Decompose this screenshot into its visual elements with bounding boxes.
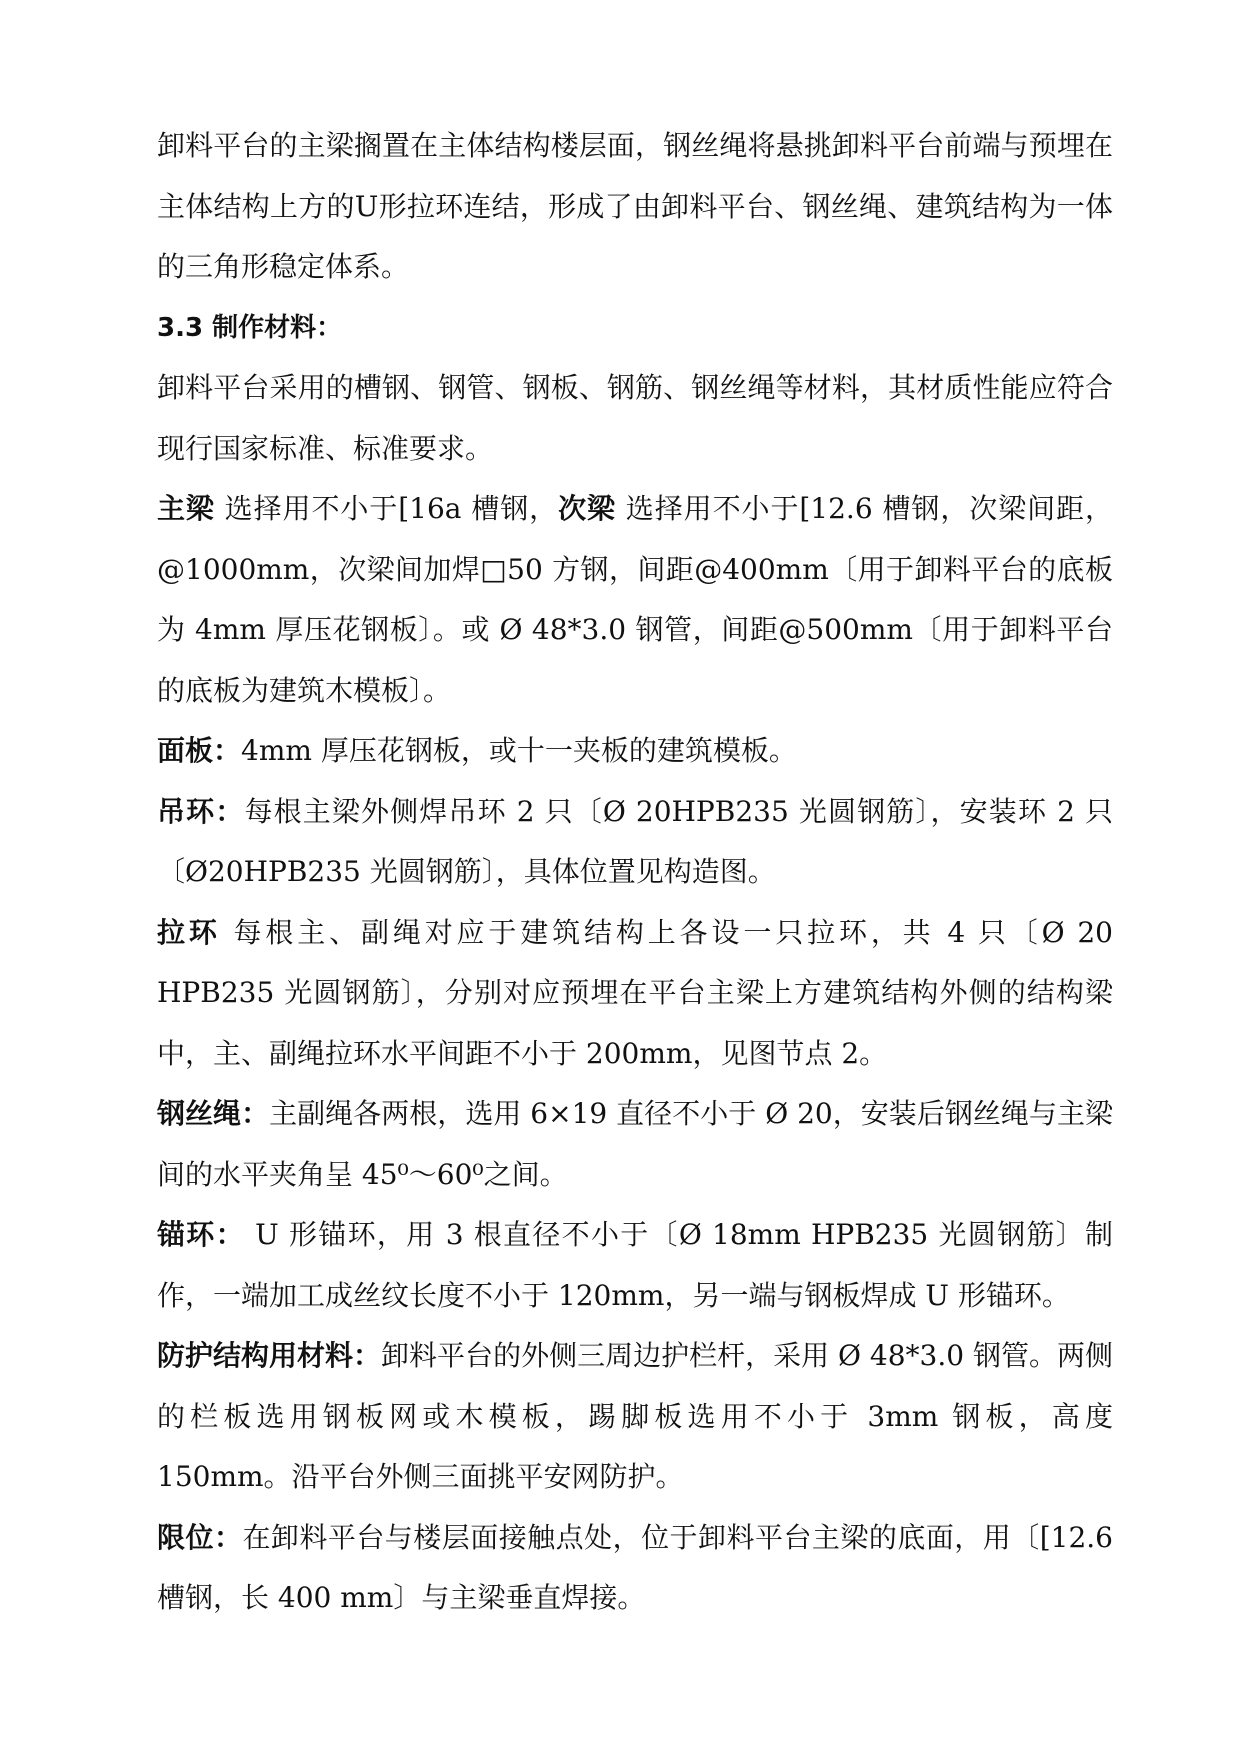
paragraph-text: 每根主、副绳对应于建筑结构上各设一只拉环，共 4 只〔Ø 20 HPB235 光圆钢筋〕，分别对应预埋在平台主梁上方建筑结构外侧的结构梁中，主、副绳拉环水平间距不小于 200mm，见图节点 2。 <box>157 915 1113 1070</box>
paragraph-wire-rope <box>157 1084 1113 1205</box>
term-protection-materials: 防护结构用材料： <box>157 1339 382 1372</box>
section-heading-text: 3.3 制作材料： <box>157 312 343 343</box>
paragraph-main-beam <box>157 479 1113 721</box>
paragraph-text: U 形锚环，用 3 根直径不小于〔Ø 18mm HPB235 光圆钢筋〕制作，一端加工成丝纹长度不小于 120mm，另一端与钢板焊成 U 形锚环。 <box>157 1218 1113 1312</box>
paragraph-text: 卸料平台采用的槽钢、钢管、钢板、钢筋、钢丝绳等材料，其材质性能应符合现行国家标准、标准要求。 <box>157 371 1113 465</box>
paragraph-text: 选择用不小于[12.6 槽钢，次梁间距，@1000mm，次梁间加焊□50 方钢，间距@400mm〔用于卸料平台的底板为 4mm 厚压花钢板〕。或 Ø 48*3.0 钢管，间距@500mm〔用于卸料平台的底板为建筑木模板〕。 <box>157 492 1113 707</box>
paragraph-panel <box>157 721 1113 782</box>
paragraph-text: 4mm 厚压花钢板，或十一夹板的建筑模板。 <box>241 734 797 767</box>
term-pull-ring: 拉环 <box>157 915 221 949</box>
term-lifting-ring: 吊环： <box>157 794 245 828</box>
paragraph-pull-ring <box>157 903 1113 1085</box>
term-main-beam: 主梁 <box>157 492 215 525</box>
paragraph-structure-description <box>157 116 1113 298</box>
paragraph-text: 每根主梁外侧焊吊环 2 只〔Ø 20HPB235 光圆钢筋〕，安装环 2 只〔Ø20HPB235 光圆钢筋〕，具体位置见构造图。 <box>157 794 1113 888</box>
paragraph-protection-materials <box>157 1326 1113 1508</box>
term-panel: 面板： <box>157 734 242 767</box>
paragraph-text: 卸料平台的主梁搁置在主体结构楼层面，钢丝绳将悬挑卸料平台前端与预埋在主体结构上方的U形拉环连结，形成了由卸料平台、钢丝绳、建筑结构为一体的三角形稳定体系。 <box>157 129 1113 283</box>
paragraph-materials-intro <box>157 358 1113 479</box>
paragraph-lifting-ring <box>157 782 1113 903</box>
paragraph-text: 卸料平台的外侧三周边护栏杆，采用 Ø 48*3.0 钢管。两侧的栏板选用钢板网或木模板，踢脚板选用不小于 3mm 钢板，高度 150mm。沿平台外侧三面挑平安网防护。 <box>157 1339 1113 1493</box>
paragraph-limit-stop <box>157 1508 1113 1629</box>
term-wire-rope: 钢丝绳： <box>157 1097 270 1130</box>
paragraph-text: 在卸料平台与楼层面接触点处，位于卸料平台主梁的底面，用〔[12.6 槽钢，长 400 mm〕与主梁垂直焊接。 <box>157 1520 1113 1614</box>
paragraph-text: 选择用不小于[16a 槽钢， <box>214 492 559 525</box>
paragraph-anchor-ring <box>157 1205 1113 1326</box>
term-secondary-beam: 次梁 <box>558 492 616 525</box>
paragraph-text: 主副绳各两根，选用 6×19 直径不小于 Ø 20，安装后钢丝绳与主梁间的水平夹角呈 45⁰～60⁰之间。 <box>157 1097 1113 1191</box>
section-heading-materials <box>157 298 1113 359</box>
term-anchor-ring: 锚环： <box>157 1218 245 1251</box>
document-page <box>157 116 1113 1629</box>
term-limit-stop: 限位： <box>157 1520 243 1554</box>
